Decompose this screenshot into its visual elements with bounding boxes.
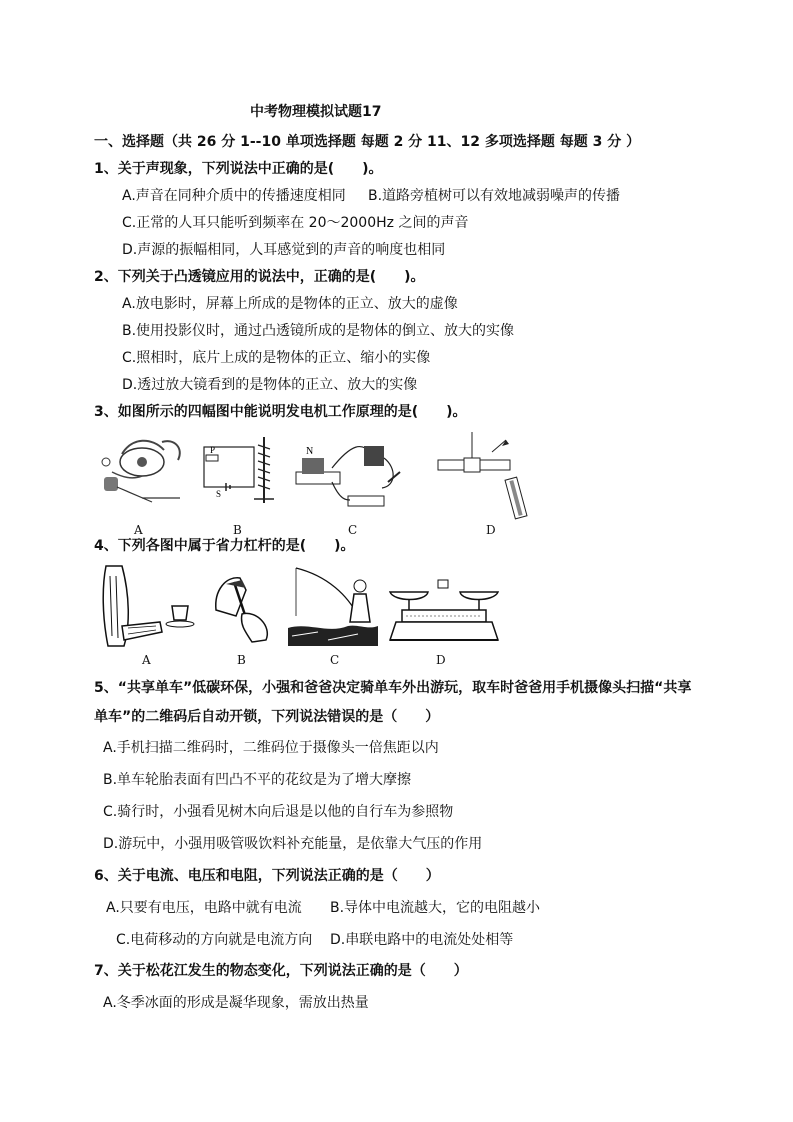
section-heading: 一、选择题（共 26 分 1--10 单项选择题 每题 2 分 11、12 多项选择题 每题 3 分 ）: [94, 134, 641, 150]
q1-option-b: B.道路旁植树可以有效地减弱噪声的传播: [368, 188, 621, 204]
q1-option-c: C.正常的人耳只能听到频率在 20～2000Hz 之间的声音: [122, 215, 469, 231]
q4-label-a: A: [142, 653, 151, 667]
q3-label-b: B: [233, 523, 242, 537]
q4-label-b: B: [237, 653, 246, 667]
q6-option-d: D.串联电路中的电流处处相等: [330, 932, 514, 948]
q4-stem: 4、下列各图中属于省力杠杆的是( )。: [94, 538, 355, 554]
q2-option-d: D.透过放大镜看到的是物体的正立、放大的实像: [122, 377, 418, 393]
q7-stem: 7、关于松花江发生的物态变化，下列说法正确的是（ ）: [94, 963, 468, 979]
q3-label-d: D: [486, 523, 496, 537]
q4-figure-c-fishing: [288, 566, 378, 650]
q3-mark-s: S: [216, 489, 222, 499]
q3-mark-p: P: [210, 445, 216, 455]
q2-option-a: A.放电影时，屏幕上所成的是物体的正立、放大的虚像: [122, 296, 458, 312]
q7-option-a: A.冬季冰面的形成是凝华现象，需放出热量: [103, 995, 369, 1011]
q1-option-a: A.声音在同种介质中的传播速度相同: [122, 188, 346, 204]
q3-figure-c-motor-illustration: [292, 438, 412, 518]
q2-option-c: C.照相时，底片上成的是物体的正立、缩小的实像: [122, 350, 431, 366]
q3-figure-b-circuit-illustration: [196, 437, 276, 507]
q5-stem-line1: 5、“共享单车”低碳环保，小强和爸爸决定骑单车外出游玩，取车时爸爸用手机摄像头扫描“共享: [94, 680, 692, 696]
q3-figure-a-generator-illustration: [92, 432, 192, 514]
q2-option-b: B.使用投影仪时，通过凸透镜所成的是物体的倒立、放大的实像: [122, 323, 515, 339]
q5-option-b: B.单车轮胎表面有凹凸不平的花纹是为了增大摩擦: [103, 772, 412, 788]
q6-option-b: B.导体中电流越大，它的电阻越小: [330, 900, 541, 916]
q6-option-c: C.电荷移动的方向就是电流方向: [116, 932, 313, 948]
q3-figure-d-electroscope-illustration: [432, 432, 552, 522]
q2-stem: 2、下列关于凸透镜应用的说法中，正确的是( )。: [94, 269, 425, 285]
q4-label-c: C: [330, 653, 340, 667]
q6-option-a: A.只要有电压，电路中就有电流: [106, 900, 302, 916]
q5-stem-line2: 单车”的二维码后自动开锁，下列说法错误的是（ ）: [94, 709, 440, 725]
q5-option-c: C.骑行时，小强看见树木向后退是以他的自行车为参照物: [103, 804, 454, 820]
q4-figure-b-hand-tool: [206, 570, 282, 646]
q1-option-d: D.声源的振幅相同，人耳感觉到的声音的响度也相同: [122, 242, 446, 258]
q1-stem: 1、关于声现象，下列说法中正确的是( )。: [94, 161, 383, 177]
q3-label-c: C: [348, 523, 358, 537]
q5-option-d: D.游玩中，小强用吸管吸饮料补充能量，是依靠大气压的作用: [103, 836, 483, 852]
q3-mark-n: N: [306, 446, 314, 457]
q4-label-d: D: [436, 653, 446, 667]
q4-figure-d-balance-scale: [388, 578, 500, 646]
page-title: 中考物理模拟试题17: [250, 104, 382, 120]
q3-stem: 3、如图所示的四幅图中能说明发电机工作原理的是( )。: [94, 404, 467, 420]
q4-figure-a-arm-holding-cup: [100, 566, 196, 648]
q6-stem: 6、关于电流、电压和电阻，下列说法正确的是（ ）: [94, 868, 440, 884]
q3-label-a: A: [134, 523, 143, 537]
q5-option-a: A.手机扫描二维码时，二维码位于摄像头一倍焦距以内: [103, 740, 439, 756]
